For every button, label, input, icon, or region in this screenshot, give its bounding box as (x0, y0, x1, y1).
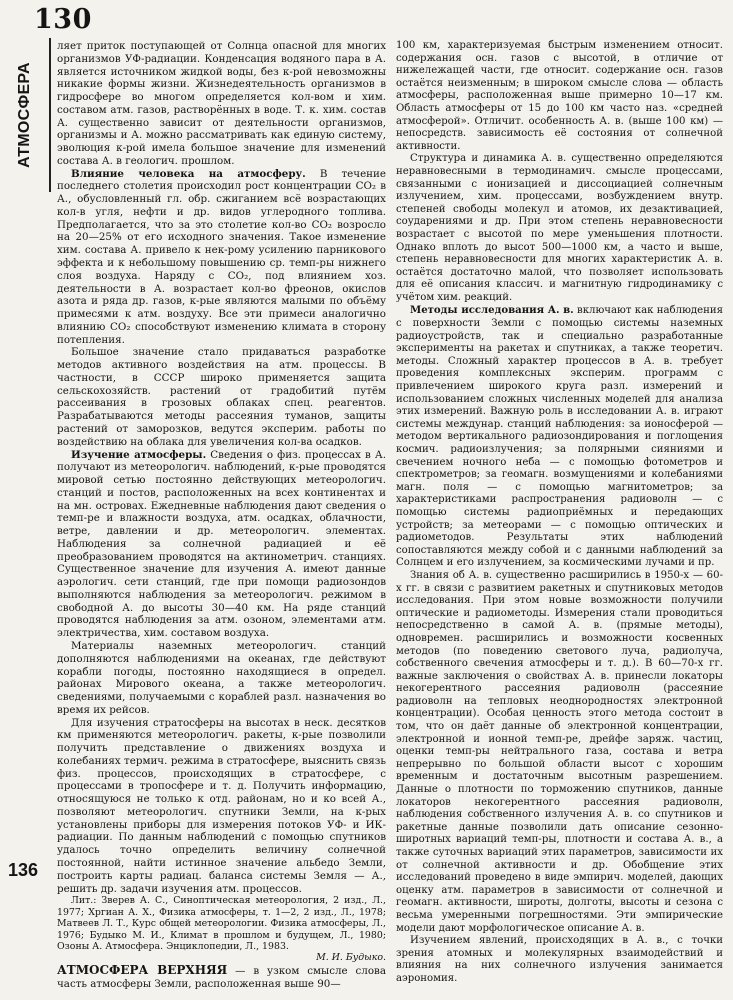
paragraph-text: Сведения о физ. процессах в А. получают из метеорологич. наблюдений, к-рые проводятся мировой сетью постоянно действующих метеорологич. станций и постов, расположенных на всех континентах и на мн. островах. Ежедневные наблюдения дают сведения о темп-ре и влажности воздуха, атм. осадках, облачности, ветре, давлении и др. метеорологич. элементах. Наблюдения за солнечной радиацией и её преобразованием проводятся на актинометрич. станциях. Существенное значение для изучения А. имеют данные аэрологич. сети станций, где при помощи радиозондов выполняются наблюдения за метеорологич. режимом в свободной А. до высоты 30—40 км. На ряде станций проводятся наблюдения за атм. озоном, элементами атм. электричества, хим. составом воздуха. (57, 448, 386, 640)
paragraph: 100 км, характеризуемая быстрым изменением относит. содержания осн. газов с высотой, в отличие от нижележащей части, где относит. содержание осн. газов остаётся неизменным; в широком смысле слова — область атмосферы, расположенная выше примерно 10—17 км. Область атмосферы от 15 до 100 км часто наз. «средней атмосферой». Отличит. особенность А. в. (выше 100 км) — непосредств. зависимость её состояния от солнечной активности. (396, 40, 723, 152)
section-heading: Методы исследования А. в. (410, 304, 574, 317)
paragraph: Для изучения стратосферы на высотах в неск. десятков км применяются метеорологич. ракеты, к-рые позволили получить представление о движениях воздуха и колебаниях термич. режима в стратосфере, выяснить связь физ. процессов, происходящих в стратосфере, с процессами в тропосфере и т. д. Получить информацию, относящуюся не только к отд. районам, но и ко всей А., позволяют метеорологич. спутники Земли, на к-рых установлены приборы для измерения потоков УФ- и ИК-радиации. По данным наблюдений с помощью спутников удалось точно определить величину солнечной постоянной, найти истинное значение альбедо Земли, построить карты радиац. баланса системы Земля — А., решить др. задачи изучения атм. процессов. (57, 716, 386, 895)
paragraph: Изучением явлений, происходящих в А. в., с точки зрения атомных и молекулярных взаимодействий и влияния на них солнечного излучения занимается аэрономия. (396, 935, 723, 984)
author: М. И. Будыко. (316, 952, 386, 964)
paragraph-text: включают как наблюдения с поверхности Земли с помощью системы наземных радиоустройств, так и специально разработанные эксперименты на ракетах и спутниках, а также теоретич. методы. Сложный характер процессов в А. в. требует проведения комплексных эксперим. программ с привлечением широкого круга разл. измерений и использованием сложных численных моделей для анализа этих измерений. Важную роль в исследовании А. в. играют системы междунар. станций наблюдения: за ионосферой — методом вертикального радиозондирования и поглощения космич. радиоизлучения; за полярными сияниями и свечением ночного неба — с помощью фотометров и спектрометров; за геомагн. возмущениями и колебаниями магн. поля — с помощью магнитометров; за характеристиками распространения радиоволн — с помощью системы радиоприёмных и передающих устройств; за метеорами — с помощью оптических и радиометодов. Результаты этих наблюдений сопоставляются между собой и с данными наблюдений за Солнцем и его излучением, за космическими лучами и пр. (396, 305, 723, 569)
entry-heading: АТМОСФЕРА ВЕРХНЯЯ (57, 962, 228, 977)
entry (57, 964, 386, 991)
column-marker: 136 (8, 860, 39, 880)
page-number: 130 (34, 4, 92, 35)
entry-text: — в узком смысле слова часть атмосферы Земли, расположенная выше 90— (57, 964, 386, 990)
right-column (396, 40, 723, 986)
paragraph-text: В течение последнего столетия происходил рост концентрации CO₂ в А., обусловленный гл. обр. сжиганием всё возрастающих кол-в угля, нефти и др. видов углеродного топлива. Предполагается, что за это столетие кол-во CO₂ возросло на 20—25% от его исходного значения. Такое изменение хим. состава А. привело к нек-рому усилению парникового эффекта и к небольшому повышению ср. темп-ры нижнего слоя воздуха. Наряду с CO₂, под влиянием хоз. деятельности в А. возрастает кол-во фреонов, окислов азота и ряда др. газов, к-рые являются малыми по объёму примесями к атм. воздуху. Все эти примеси аналогично влиянию CO₂ способствуют изменению климата в сторону потепления. (57, 167, 386, 346)
paragraph: Знания об А. в. существенно расширились в 1950-х — 60-х гг. в связи с развитием ракетных и спутниковых методов исследования. При этом новые возможности получили оптические и радиометоды. Измерения стали проводиться непосредственно в самой А. в. (прямые методы), одновремен. расширились и возможности косвенных методов (по поведению светового луча, радиолуча, собственного свечения атмосферы и т. д.). В 60—70-х гг. важные заключения о свойствах А. в. принесли локаторы некогерентного рассеяния радиоволн (рассеяние радиоволн на тепловых неоднородностях электронной концентрации). Особая ценность этого метода состоит в том, что он даёт данные об электронной концентрации, электронной и ионной темп-ре, дрейфе заряж. частиц, оценки темп-ры нейтрального газа, состава и ветра непрерывно по большой области высот с хорошим временным и достаточным высотным разрешением. Данные о плотности по торможению спутников, данные локаторов некогерентного рассеяния радиоволн, наблюдения собственного излучения А. в. со спутников и ракетные данные позволили дать описание сезонно-широтных вариаций темп-ры, плотности и состава А. в., а также суточных вариаций этих параметров, зависимости их от солнечной активности и др. Обобщение этих исследований проведено в виде эмпирич. моделей, дающих оценку атм. параметров в зависимости от солнечной и геомагн. активности, широты, долготы, высоты и сезона с весьма умеренными погрешностями. Эти эмпирические модели дают морфологическое описание А. в. (396, 569, 723, 934)
paragraph: Материалы наземных метеорологич. станций дополняются наблюдениями на океанах, где действуют корабли погоды, постоянно находящиеся в определ. районах Мирового океана, а также метеорологич. сведениями, получаемыми с кораблей разл. назначения во время их рейсов. (57, 639, 386, 716)
paragraph (57, 449, 386, 640)
section-heading: Изучение атмосферы. (71, 448, 207, 461)
paragraph: Структура и динамика А. в. существенно определяются неравновесными в термодинамич. смысле процессами, связанными с ионизацией и диссоциацией солнечным излучением, хим. процессами, возбуждением внутр. степеней свободы молекул и атомов, их дезактивацией, соударениями и др. При этом степень неравновесности возрастает с высотой по мере уменьшения плотности. Однако вплоть до высот 500—1000 км, а часто и выше, степень неравновесности для многих характеристик А. в. остаётся достаточно малой, что позволяет использовать для её описания классич. и магнитную гидродинамику с учётом хим. реакций. (396, 153, 723, 303)
literature: Лит.: Зверев А. С., Синоптическая метеорология, 2 изд., Л., 1977; Хргиан А. Х., Физика атмосферы, т. 1—2, 2 изд., Л., 1978; Матвеев Л. Т., Курс общей метеорологии. Физика атмосферы, Л., 1976; Будыко М. И., Климат в прошлом и будущем, Л., 1980; Озоны А. Атмосфера. Энциклопедии, Л., 1983. (57, 895, 386, 952)
section-heading: Влияние человека на атмосферу. (71, 167, 306, 180)
paragraph: ляет приток поступающей от Солнца опасной для многих организмов УФ-радиации. Конденсация водяного пара в А. является источником жидкой воды, без к-рой невозможны никакие формы жизни. Жизнедеятельность организмов в гидросфере во многом определяется кол-вом и хим. составом атм. газов, растворённых в воде. Т. к. хим. состав А. существенно зависит от деятельности организмов, организмы и А. можно рассматривать как единую систему, эволюция к-рой имела большое значение для изменений состава А. в геологич. прошлом. (57, 40, 386, 167)
section-side-label (2, 40, 48, 190)
side-rule (49, 38, 51, 192)
left-column (57, 40, 386, 990)
paragraph (396, 304, 723, 569)
paragraph: Большое значение стало придаваться разработке методов активного воздействия на атм. процессы. В частности, в СССР широко применяется защита сельскохозяйств. растений от градобитий путём рассеивания в грозовых облаках спец. реагентов. Разрабатываются методы рассеяния туманов, защиты растений от заморозков, ведутся эксперим. работы по воздействию на облака для увеличения кол-ва осадков. (57, 346, 386, 448)
paragraph (57, 168, 386, 347)
side-label-text: АТМОСФЕРА (16, 62, 33, 168)
